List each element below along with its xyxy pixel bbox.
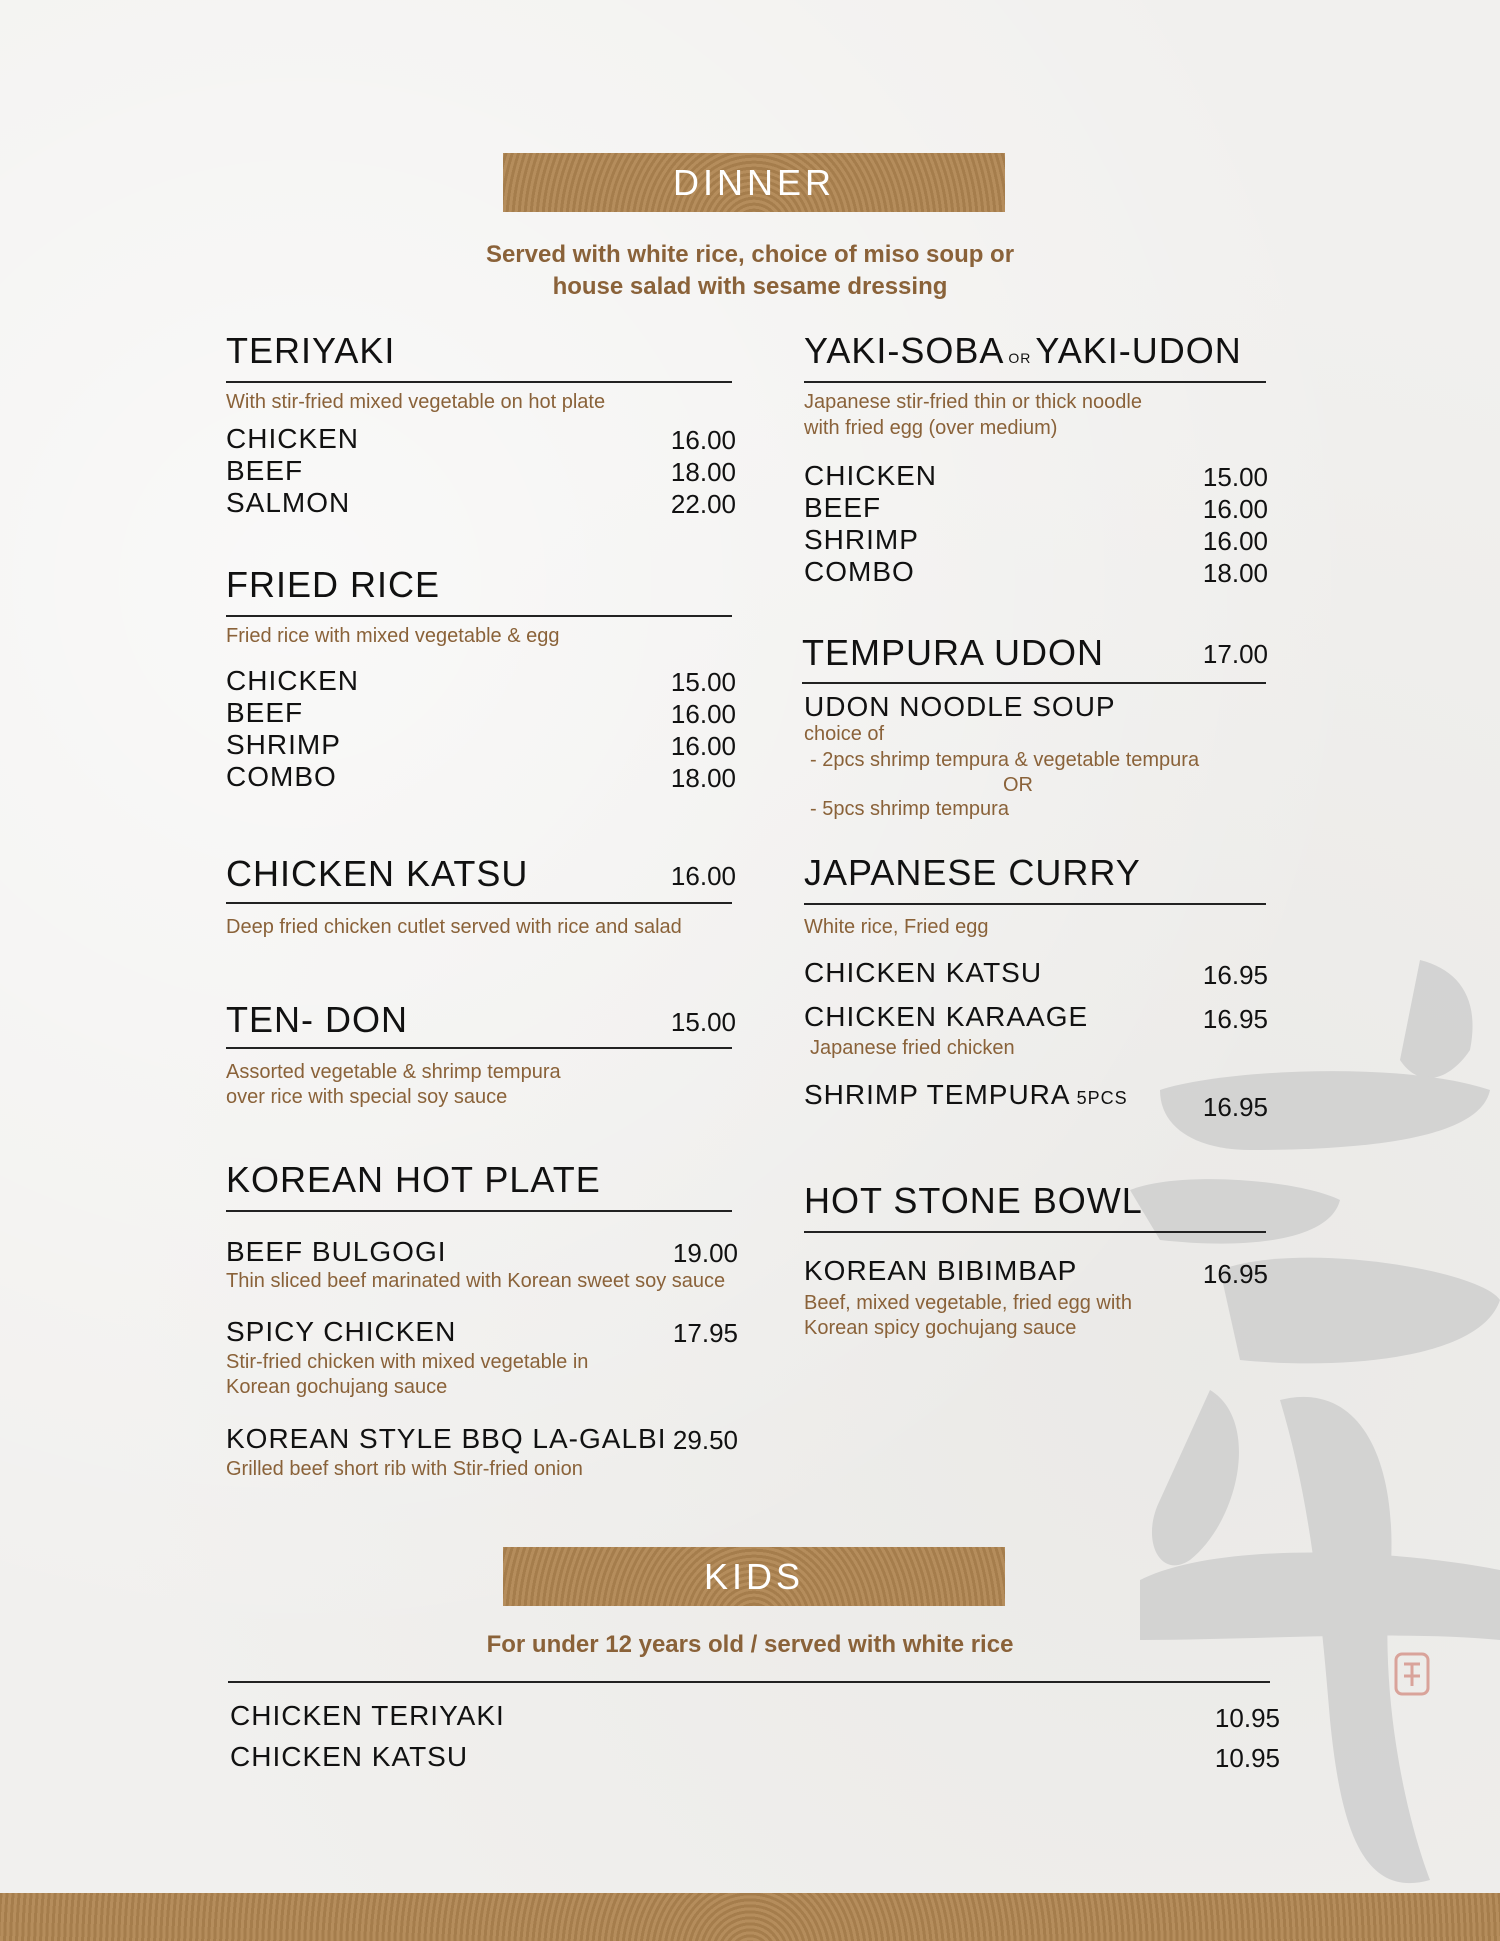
kids-subtitle: For under 12 years old / served with white rice [486,1631,1014,1658]
tempura-udon-subtitle: UDON NOODLE SOUP [804,691,1116,722]
calligraphy-brush-icon [1100,940,1500,1900]
tempura-udon-option: - 5pcs shrimp tempura [810,798,1009,820]
japanese-curry-item-note: Japanese fried chicken [810,1037,1015,1059]
tempura-udon-option: - 2pcs shrimp tempura & vegetable tempura [810,749,1200,771]
yakisoba-title-or: OR [1008,350,1032,366]
fried-rice-item-price: 15.00 [670,667,736,697]
dinner-subtitle-line2: house salad with sesame dressing [552,273,948,300]
korean-hot-plate-item-price: 29.50 [672,1425,738,1455]
ten-don-title: TEN- DON [226,999,408,1040]
tempura-udon-or: OR [1003,774,1033,796]
japanese-curry-item-suffix: 5PCS [1076,1088,1128,1108]
fried-rice-item-name: SHRIMP [226,729,341,760]
japanese-curry-item-label: SHRIMP TEMPURA [804,1079,1071,1110]
chicken-katsu-price: 16.00 [670,861,736,891]
yakisoba-title [804,330,1242,372]
korean-hot-plate-title: KOREAN HOT PLATE [226,1159,601,1200]
teriyaki-title: TERIYAKI [226,330,396,371]
hot-stone-bowl-desc: Korean spicy gochujang sauce [804,1317,1077,1339]
japanese-curry-divider [804,903,1266,905]
japanese-curry-item-name: CHICKEN KARAAGE [804,1001,1089,1032]
bottom-decorative-band [0,1893,1500,1941]
yakisoba-item-name: SHRIMP [804,524,919,555]
yakisoba-divider [804,381,1266,383]
fried-rice-item-name: BEEF [226,697,304,728]
yakisoba-item-name: CHICKEN [804,460,938,491]
teriyaki-item-name: SALMON [226,487,351,518]
ten-don-price: 15.00 [670,1007,736,1037]
teriyaki-item-price: 22.00 [670,489,736,519]
hot-stone-bowl-desc: Beef, mixed vegetable, fried egg with [804,1292,1132,1314]
chicken-katsu-title: CHICKEN KATSU [226,853,529,894]
kids-item-name: CHICKEN TERIYAKI [230,1700,505,1731]
fried-rice-item-name: CHICKEN [226,665,360,696]
korean-hot-plate-item-desc: Grilled beef short rib with Stir-fried onion [226,1458,583,1480]
fried-rice-item-price: 16.00 [670,699,736,729]
korean-hot-plate-item-name: SPICY CHICKEN [226,1316,457,1347]
teriyaki-divider [226,381,732,383]
korean-hot-plate-item-desc: Thin sliced beef marinated with Korean sweet soy sauce [226,1270,726,1292]
yakisoba-desc: Japanese stir-fried thin or thick noodle [804,391,1142,413]
chicken-katsu-desc: Deep fried chicken cutlet served with rice and salad [226,916,682,938]
japanese-curry-item-price: 16.95 [1202,960,1268,990]
yakisoba-desc: with fried egg (over medium) [804,417,1058,439]
teriyaki-item-name: CHICKEN [226,423,360,454]
teriyaki-item-price: 16.00 [670,425,736,455]
fried-rice-divider [226,615,732,617]
tempura-udon-divider [802,682,1266,684]
kids-item-price: 10.95 [1214,1703,1280,1733]
fried-rice-title: FRIED RICE [226,564,441,605]
kids-item-name: CHICKEN KATSU [230,1741,469,1772]
tempura-udon-choice: choice of [804,723,885,745]
dinner-banner [503,153,1005,212]
ten-don-divider [226,1047,732,1049]
chicken-katsu-divider [226,902,732,904]
fried-rice-item-price: 18.00 [670,763,736,793]
tempura-udon-price: 17.00 [1202,639,1268,669]
korean-hot-plate-item-price: 17.95 [672,1318,738,1348]
dinner-banner-label: DINNER [672,161,835,203]
korean-hot-plate-item-desc: Stir-fried chicken with mixed vegetable in [226,1351,589,1373]
fried-rice-desc: Fried rice with mixed vegetable & egg [226,625,560,647]
hot-stone-bowl-title: HOT STONE BOWL [804,1180,1143,1221]
teriyaki-item-name: BEEF [226,455,304,486]
japanese-curry-title: JAPANESE CURRY [804,852,1141,893]
kids-item-price: 10.95 [1214,1743,1280,1773]
yakisoba-item-price: 16.00 [1202,526,1268,556]
yakisoba-item-price: 15.00 [1202,462,1268,492]
dinner-subtitle-line1: Served with white rice, choice of miso soup or [485,241,1015,268]
hot-stone-bowl-item-name: KOREAN BIBIMBAP [804,1255,1078,1286]
yakisoba-item-name: COMBO [804,556,915,587]
kids-divider [228,1681,1270,1683]
korean-hot-plate-item-name: KOREAN STYLE BBQ LA-GALBI [226,1423,667,1454]
fried-rice-item-name: COMBO [226,761,337,792]
fried-rice-item-price: 16.00 [670,731,736,761]
tempura-udon-title: TEMPURA UDON [802,632,1105,673]
japanese-curry-desc: White rice, Fried egg [804,916,989,938]
japanese-curry-item-name: CHICKEN KATSU [804,957,1043,988]
kids-banner-label: KIDS [703,1555,805,1597]
teriyaki-item-price: 18.00 [670,457,736,487]
korean-hot-plate-divider [226,1210,732,1212]
ten-don-desc: over rice with special soy sauce [226,1086,508,1108]
teriyaki-desc: With stir-fried mixed vegetable on hot plate [226,391,606,413]
japanese-curry-item-name [804,1079,1128,1111]
yakisoba-item-price: 18.00 [1202,558,1268,588]
yakisoba-item-price: 16.00 [1202,494,1268,524]
korean-hot-plate-item-price: 19.00 [672,1238,738,1268]
kids-banner [503,1547,1005,1606]
japanese-curry-item-price: 16.95 [1202,1004,1268,1034]
korean-hot-plate-item-name: BEEF BULGOGI [226,1236,447,1267]
yakisoba-title-a: YAKI-SOBA [804,330,1005,371]
hot-stone-bowl-divider [804,1231,1266,1233]
yakisoba-title-b: YAKI-UDON [1035,330,1242,371]
japanese-curry-item-price: 16.95 [1202,1092,1268,1122]
hot-stone-bowl-item-price: 16.95 [1202,1259,1268,1289]
ten-don-desc: Assorted vegetable & shrimp tempura [226,1061,561,1083]
korean-hot-plate-item-desc: Korean gochujang sauce [226,1376,448,1398]
yakisoba-item-name: BEEF [804,492,882,523]
